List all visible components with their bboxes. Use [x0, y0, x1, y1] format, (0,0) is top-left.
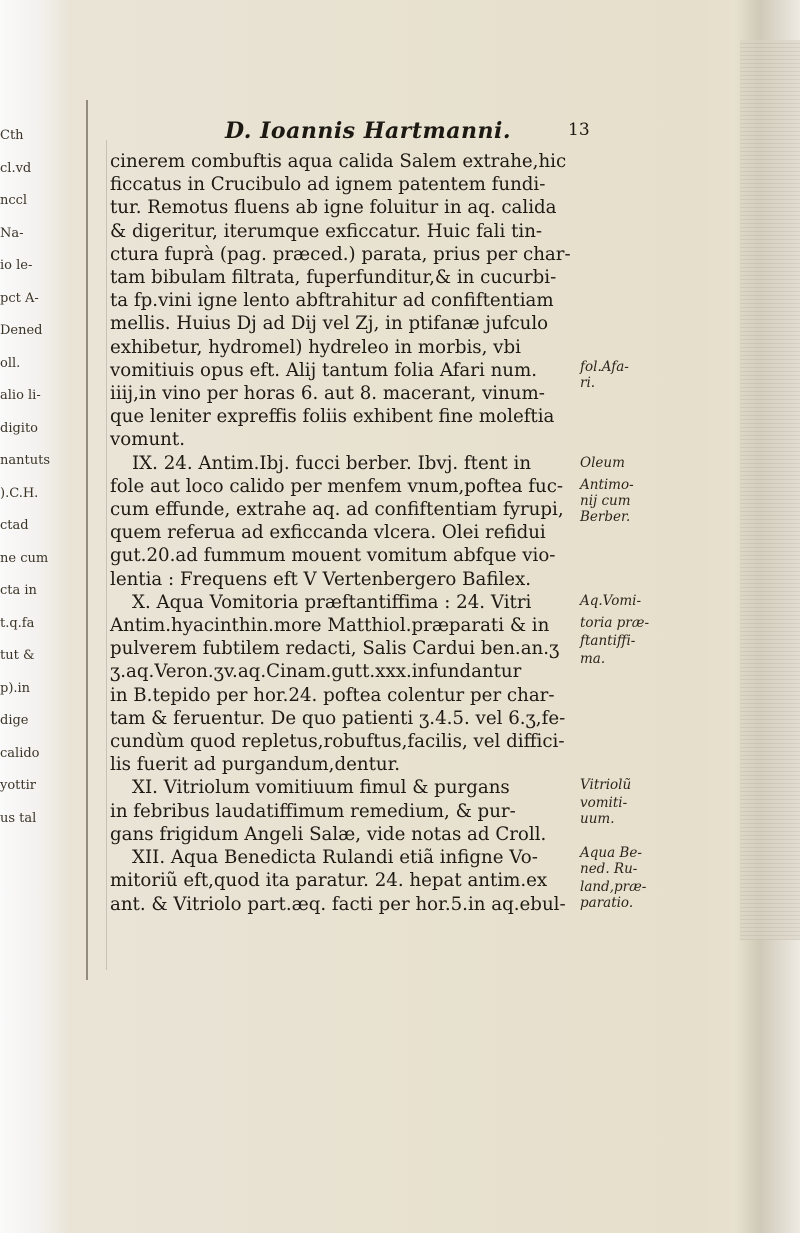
margin-note: Antimo- — [580, 477, 634, 493]
fragment-line: io le- — [0, 258, 33, 273]
text-line: fole aut loco calido per menfem vnum,poftea fuc- — [110, 475, 564, 497]
page-number: 13 — [568, 120, 590, 140]
text-line: que leniter expreffis foliis exhibent fine moleftia — [110, 406, 555, 428]
fragment-line: ).C.H. — [0, 485, 39, 501]
margin-note: ri. — [580, 375, 596, 391]
margin-note: uum. — [580, 811, 615, 827]
text-line: mitoriũ eft,quod ita paratur. 24. hepat antim.ex — [110, 870, 548, 892]
fragment-line: nantuts — [0, 453, 50, 468]
previous-page-fragment — [0, 120, 88, 980]
text-line: ta fp.vini igne lento abftrahitur ad confiftentiam — [110, 290, 554, 312]
margin-note: Aqua Be- — [580, 845, 642, 861]
margin-note: vomiti- — [580, 795, 628, 811]
fragment-line: cta in — [0, 583, 37, 598]
fragment-line: Dened — [0, 323, 43, 338]
text-line: pulverem fubtilem redacti, Salis Cardui ben.an.ʒ — [110, 638, 560, 660]
text-line: cinerem combuftis aqua calida Salem extrahe,hic — [110, 151, 567, 172]
margin-note: Vitriolũ — [580, 777, 632, 793]
margin-note: nij cum — [580, 493, 631, 509]
fragment-line: Cth — [0, 128, 24, 143]
fragment-line: digito — [0, 420, 39, 436]
fragment-line: Na- — [0, 225, 24, 241]
fragment-line: p).in — [0, 680, 31, 696]
section-xii-start: XII. Aqua Benedicta Rulandi etiã infigne Vo- — [132, 847, 538, 869]
margin-note: Aq.Vomi- — [580, 593, 642, 609]
text-line: vomitiuis opus eft. Alij tantum folia Afari num. — [110, 359, 538, 381]
fragment-line: calido — [0, 745, 40, 761]
text-line: & digeritur, iterumque exficcatur. Huic fali tin- — [110, 220, 543, 242]
book-page — [110, 118, 730, 915]
text-line: gans frigidum Angeli Salæ, vide notas ad Croll. — [110, 823, 547, 845]
margin-note: ftantiffi- — [580, 633, 636, 649]
fragment-line: yottir — [0, 778, 36, 793]
text-line: tam bibulam filtrata, fuperfunditur,& in cucurbi- — [110, 267, 557, 289]
margin-note: Oleum — [580, 455, 625, 471]
text-line: ʒ.aq.Veron.ʒv.aq.Cinam.gutt.xxx.infundantur — [110, 661, 522, 683]
text-line: ctura fuprà (pag. præced.) parata, prius per char- — [110, 243, 571, 265]
section-x-start: X. Aqua Vomitoria præftantiffima : 24. Vitri — [132, 591, 532, 613]
page-edge-shadow — [740, 40, 800, 940]
gutter-divider — [86, 100, 88, 980]
fragment-line: us tal — [0, 810, 37, 826]
text-line: exhibetur, hydromel) hydreleo in morbis, vbi — [110, 336, 521, 358]
fragment-line: dige — [0, 713, 29, 728]
fragment-line: cl.vd — [0, 160, 32, 176]
text-line: lentia : Frequens eft V Vertenbergero Bafilex. — [110, 568, 532, 590]
text-line: mellis. Huius Dj ad Dij vel Zj, in ptifanæ jufculo — [110, 313, 549, 335]
fragment-line: pct A- — [0, 290, 39, 306]
text-line: in B.tepido per hor.24. poftea colentur per char- — [110, 684, 555, 706]
margin-note: paratio. — [580, 895, 634, 911]
margin-note: Berber. — [580, 509, 631, 525]
text-line: quem referua ad exficcanda vlcera. Olei refidui — [110, 522, 546, 544]
margin-note: ma. — [580, 651, 606, 667]
text-line: lis fuerit ad purgandum,dentur. — [110, 754, 401, 776]
text-line: ficcatus in Crucibulo ad ignem patentem fundi- — [110, 174, 546, 196]
text-line: tur. Remotus fluens ab igne foluitur in aq. calida — [110, 197, 557, 219]
text-line: ant. & Vitriolo part.æq. facti per hor.5.in aq.ebul- — [110, 893, 566, 915]
running-head: D. Ioannis Hartmanni. — [225, 118, 512, 144]
main-text-column — [110, 150, 580, 916]
fragment-line: oll. — [0, 355, 21, 371]
text-line: cundùm quod repletus,robuftus,facilis, vel diffici- — [110, 731, 565, 753]
text-line: in febribus laudatiffimum remedium, & pur- — [110, 800, 516, 822]
text-line: Antim.hyacinthin.more Matthiol.præparati & in — [110, 615, 550, 637]
fragment-line: t.q.fa — [0, 615, 35, 631]
section-xi-start: XI. Vitriolum vomitiuum fimul & purgans — [132, 777, 510, 799]
gutter-divider-faint — [106, 140, 107, 970]
page-header — [110, 118, 730, 148]
text-line: gut.20.ad fummum mouent vomitum abfque vio- — [110, 545, 556, 567]
margin-note: ned. Ru- — [580, 861, 638, 877]
fragment-line: nccl — [0, 193, 28, 208]
margin-note: land,præ- — [580, 879, 647, 895]
section-ix-start: IX. 24. Antim.Ibj. fucci berber. Ibvj. ftent in — [132, 452, 532, 474]
margin-note: toria præ- — [580, 615, 650, 631]
margin-note: fol.Afa- — [580, 359, 629, 375]
text-line: iiij,in vino per horas 6. aut 8. macerant, vinum- — [110, 383, 545, 405]
fragment-line: tut & — [0, 648, 35, 663]
text-line: vomunt. — [110, 429, 185, 451]
fragment-line: ne cum — [0, 550, 49, 566]
fragment-line: ctad — [0, 518, 29, 533]
fragment-line: alio li- — [0, 388, 41, 403]
text-line: tam & feruentur. De quo patienti ʒ.4.5. vel 6.ʒ,fe- — [110, 707, 566, 729]
text-line: cum effunde, extrahe aq. ad confiftentiam fyrupi, — [110, 499, 564, 521]
